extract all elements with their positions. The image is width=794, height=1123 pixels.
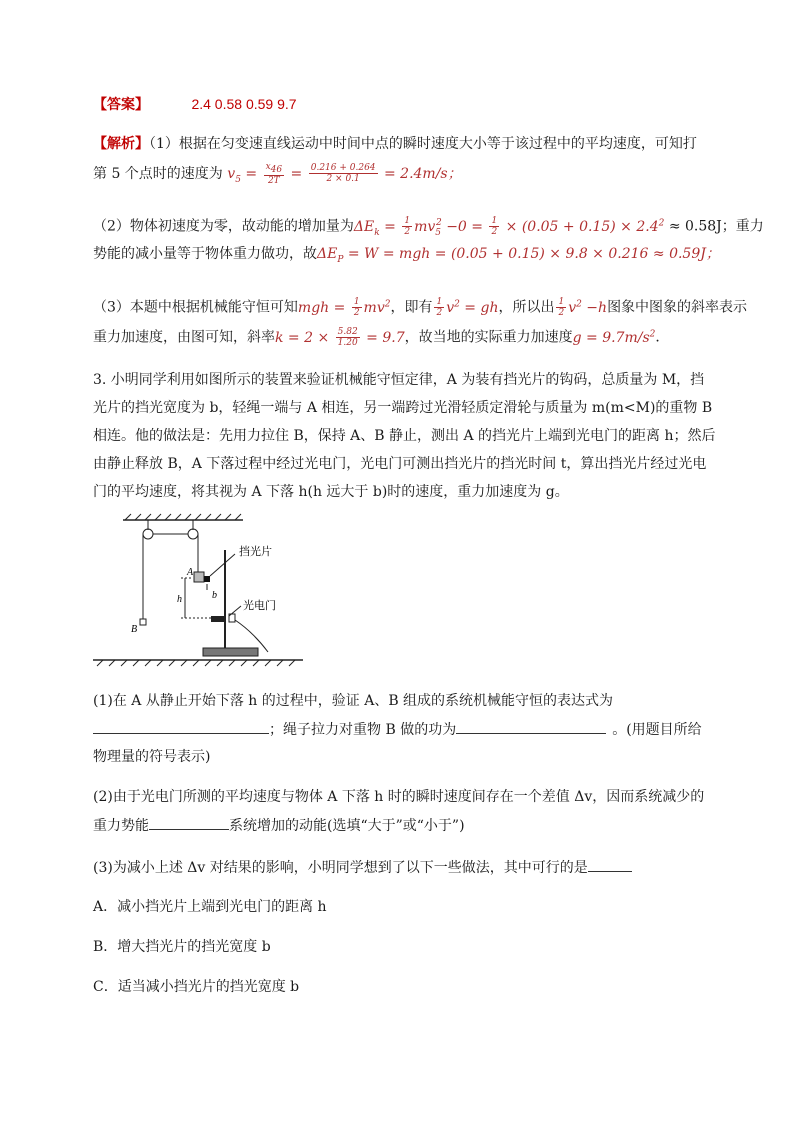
- p3-f1a: mgh =: [297, 299, 350, 316]
- p3-prefix: （3）本题中根据机械能守恒可知: [93, 299, 298, 316]
- p3-f3b: −h: [581, 299, 608, 316]
- p3-f2: $\frac{1}{2}$ $v^2$ = gh: [436, 297, 499, 319]
- p3-f1: mgh = $\frac{1}{2}$ $mv^2$: [297, 297, 391, 319]
- sq3-text: (3)为减小上述 Δv 对结果的影响，小明同学想到了以下一些做法，其中可行的是: [93, 860, 588, 876]
- p2-prefix: （2）物体初速度为零，故动能的增加量为: [93, 218, 354, 235]
- analysis-tag: 【解析】: [93, 136, 149, 152]
- photogate-cable: [235, 620, 268, 652]
- p3-line2-mid: ，故当地的实际重力加速度: [404, 329, 573, 346]
- p2-dep: ΔE: [317, 246, 338, 262]
- p2-dek-sub: k: [374, 227, 380, 238]
- sq2-line1: (2)由于光电门所测的平均速度与物体 A 下落 h 时的瞬时速度间存在一个差值 Δv，因而系统减少的: [93, 789, 705, 805]
- sq1-line3: 物理量的符号表示): [93, 749, 211, 765]
- label-shade: 挡光片: [239, 545, 272, 558]
- sq1-mid: ；绳子拉力对重物 B 做的功为: [269, 722, 457, 738]
- analysis-p1-text: （1）根据在匀变速直线运动中时间中点的瞬时速度大小等于该过程中的平均速度，可知打: [149, 136, 697, 152]
- p1-frac1: [264, 162, 285, 186]
- shade-leader: [210, 554, 235, 576]
- pulley-right: [188, 529, 198, 539]
- sq2-line2: [93, 815, 465, 836]
- p3-f3: $\frac{1}{2}$ $v^2 -h$: [558, 297, 608, 319]
- p1-frac2-num: 0.216 + 0.264: [310, 163, 376, 174]
- p2-line2-formula: [317, 246, 720, 265]
- p2-line2-expr: = W = mgh = (0.05 + 0.15) × 9.8 × 0.216 ≈ 0.59J；: [343, 246, 720, 262]
- sq2-end: 系统增加的动能(选填“大于”或“小于”): [229, 818, 465, 834]
- q3-line1: 3. 小明同学利用如图所示的装置来验证机械能守恒定律，A 为装有挡光片的钩码，总质量为 M，挡: [93, 372, 705, 388]
- p2-line2-prefix: 势能的减小量等于物体重力做功，故: [93, 246, 317, 262]
- p3-k-result: = 9.7: [361, 329, 405, 346]
- p2-half: $\frac{1}{2}$: [404, 216, 411, 238]
- p1-formula: $v_5$ = $\frac{x46}{2T}$ = $\frac{0.216 + 0.264}{2 \times 0.1}$ = 2.4m/s；: [227, 162, 462, 186]
- p2-half2: $\frac{1}{2}$: [491, 216, 498, 238]
- p3-frac-num: 5.82: [337, 327, 358, 338]
- analysis-p1-line1: [93, 134, 697, 154]
- shade-plate: [204, 576, 210, 582]
- photogate: [211, 616, 225, 622]
- p3-g: [573, 330, 656, 346]
- p3-g-val: g = 9.7m/s: [572, 329, 650, 346]
- sq1-blank1[interactable]: [93, 719, 269, 734]
- p2-minus: −0 =: [441, 218, 488, 235]
- q3-line4: 由静止释放 B，A 下落过程中经过光电门，光电门可测出挡光片的挡光时间 t，算出挡光片经过光电: [93, 456, 707, 472]
- pulley-left: [143, 529, 153, 539]
- p2-dek: ΔE: [353, 218, 375, 235]
- p3-mid2: ，所以出: [498, 299, 555, 316]
- p3-end: 图象中图象的斜率表示: [607, 299, 748, 316]
- ceiling-hatch: [125, 514, 241, 520]
- sq1-line1: (1)在 A 从静止开始下落 h 的过程中，验证 A、B 组成的系统机械能守恒的表达式为: [93, 693, 614, 709]
- p3-f1b: mv: [363, 299, 385, 316]
- label-h: h: [177, 594, 182, 605]
- answer-tag: 【答案】: [93, 97, 149, 113]
- p1-frac1-num: x: [265, 162, 271, 172]
- p3-line2-f1: [275, 327, 405, 349]
- apparatus-figure: [93, 512, 313, 672]
- analysis-p1-line2: [93, 162, 462, 190]
- p2-mv: mv: [414, 218, 436, 235]
- p3-line2-end: ．: [655, 329, 670, 346]
- stand-base: [203, 648, 258, 656]
- p3-f2b: = gh: [459, 299, 499, 316]
- sq1-end: 。(用题目所给: [612, 722, 702, 738]
- p2-formula: $\Delta E_k$ = $\frac{1}{2}$ $mv_5^2 -0$ = $\frac{1}{2}$ × $(0.05 + 0.15) \times 2.4^2$: [353, 216, 665, 238]
- p3-k: k = 2 ×: [275, 329, 334, 346]
- p2-dep-sub: P: [337, 254, 344, 265]
- p2-end: ≈ 0.58J；重力: [664, 218, 764, 235]
- p3-line2-prefix: 重力加速度，由图可知，斜率: [93, 329, 275, 346]
- p1-prefix: 第 5 个点时的速度为: [93, 165, 223, 182]
- p3-f2a: v: [446, 299, 455, 316]
- sq2-prefix: 重力势能: [93, 818, 149, 834]
- q3-line5: 门的平均速度，将其视为 A 下落 h(h 远大于 b)时的速度，重力加速度为 g。: [93, 484, 569, 500]
- sq1-line2: [93, 719, 702, 740]
- option-c: C．适当减小挡光片的挡光宽度 b: [93, 979, 300, 995]
- mass-a: [194, 572, 204, 582]
- p1-frac2: [309, 163, 378, 184]
- option-a: A．减小挡光片上端到光电门的距离 h: [93, 899, 327, 915]
- label-b: b: [212, 590, 217, 601]
- sq2-blank[interactable]: [149, 815, 229, 830]
- analysis-p2-line1: [93, 213, 764, 242]
- sq3-line1: [93, 857, 632, 878]
- q3-line3: 相连。他的做法是：先用力拉住 B，保持 A、B 静止，测出 A 的挡光片上端到光电门的距离 h；然后: [93, 428, 716, 444]
- p2-expr: × (0.05 + 0.15) × 2.4: [501, 218, 659, 235]
- p1-v: v: [227, 165, 236, 182]
- answer-line: [93, 94, 297, 115]
- p1-frac2-den: 2 × 0.1: [326, 174, 360, 185]
- option-b: B．增大挡光片的挡光宽度 b: [93, 939, 271, 955]
- ground-hatch: [97, 660, 295, 666]
- sq1-blank2[interactable]: [456, 719, 606, 734]
- p3-g-sup: 2: [649, 329, 656, 339]
- p3-mid: ，即有: [390, 299, 433, 316]
- mass-b: [140, 619, 146, 625]
- label-a-mass: A: [187, 567, 194, 578]
- p3-frac-den: 1.20: [337, 338, 358, 349]
- q3-line2: 光片的挡光宽度为 b，轻绳一端与 A 相连，另一端跨过光滑轻质定滑轮与质量为 m(m<M)的重物 B: [93, 400, 713, 416]
- p3-f3a: v: [568, 299, 577, 316]
- p1-frac1-den: 2T: [267, 175, 280, 186]
- answer-values: 2.4 0.58 0.59 9.7: [191, 96, 297, 112]
- p2-eq: =: [379, 218, 401, 235]
- analysis-p3-line1: [93, 294, 747, 318]
- analysis-p3-line2: [93, 324, 669, 348]
- p1-result: = 2.4m/s；: [383, 165, 462, 182]
- analysis-p2-line2: [93, 244, 720, 270]
- sq3-blank[interactable]: [588, 857, 632, 872]
- p2-expr-sup: 2: [658, 218, 665, 228]
- label-b-mass: B: [131, 624, 138, 635]
- p1-v-sub: 5: [235, 174, 241, 185]
- label-gate: 光电门: [243, 599, 276, 612]
- p1-frac1-num-sub: 46: [270, 164, 283, 175]
